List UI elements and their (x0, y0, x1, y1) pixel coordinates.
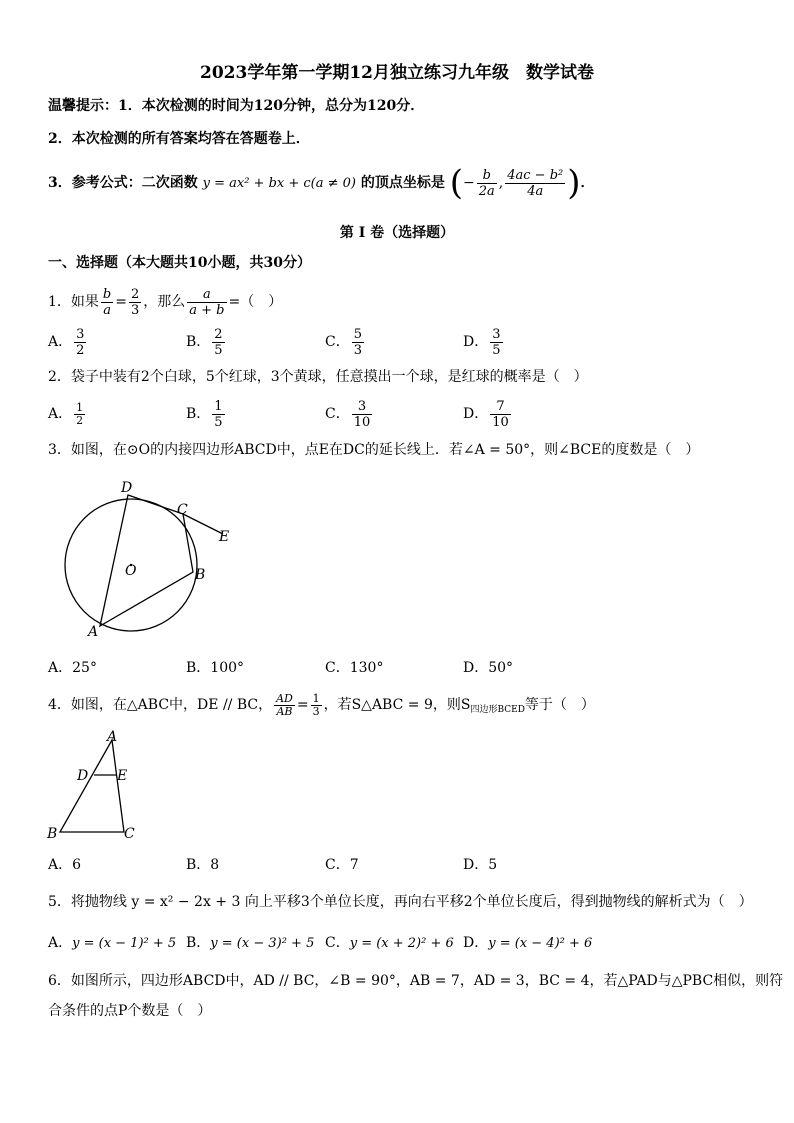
q2-option-c[interactable]: C． $\frac{3}{10}$ (325, 398, 371, 430)
q2-option-b[interactable]: B． $\frac{1}{5}$ (186, 398, 223, 430)
q3-option-b[interactable]: B．100° (186, 660, 245, 676)
section-title: 第 I 卷（选择题） (339, 225, 455, 241)
q3-circle-figure (55, 476, 255, 646)
segment-ce (183, 514, 223, 534)
q3-option-c[interactable]: C．130° (325, 660, 384, 676)
q3-option-a[interactable]: A．25° (48, 660, 97, 676)
q1-option-c[interactable]: C． $\frac{5}{3}$ (325, 326, 362, 358)
label-e: E (219, 529, 230, 545)
q1-fraction-2-3: $\frac{2}{3}$ (130, 286, 140, 318)
tip-3-formula: y = ax² + bx + c(a ≠ 0) (202, 176, 356, 191)
q4-fraction-ad-ab: $\frac{AD}{AB}$ (276, 691, 293, 718)
q2-option-a[interactable]: A． $\frac{1}{2}$ (48, 400, 84, 427)
tip-3-prefix: 3．参考公式：二次函数 (48, 175, 198, 191)
question-1: 1．如果 $\frac{b}{a}$ = $\frac{2}{3}$ ，那么 $\frac{a}{a + b}$ =（ ） (48, 286, 283, 318)
q1-option-b[interactable]: B． $\frac{2}{5}$ (186, 326, 223, 358)
label-a: A (88, 624, 99, 640)
label-c: C (177, 502, 188, 518)
question-6-line-2: 合条件的点P个数是（ ） (48, 1003, 212, 1019)
q4-triangle-figure (44, 728, 154, 844)
q5-option-d[interactable]: D．y = (x − 4)² + 6 (463, 935, 593, 951)
question-6-line-1: 6．如图所示，四边形ABCD中，AD // BC，∠B = 90°，AB = 7，AD = 3，BC = 4，若△PAD与△PBC相似，则符 (48, 973, 784, 989)
q5-option-c[interactable]: C．y = (x + 2)² + 6 (325, 935, 454, 951)
part-1-title: 一、选择题（本大题共10小题，共30分） (48, 255, 311, 271)
tip-2: 2．本次检测的所有答案均答在答题卷上． (48, 131, 310, 147)
tip-1-label: 温馨提示： (48, 98, 118, 114)
q3-option-d[interactable]: D．50° (463, 660, 514, 676)
q4-option-d[interactable]: D．5 (463, 857, 498, 873)
vertex-x-fraction: $\frac{b}{2a}$ (478, 167, 495, 199)
q1-fraction-b-a: $\frac{b}{a}$ (102, 286, 112, 318)
q1-fraction-a-apb: $\frac{a}{a + b}$ (189, 286, 225, 318)
tip-3: 3．参考公式：二次函数 y = ax² + bx + c(a ≠ 0) 的顶点坐标是 (− $\frac{b}{2a}$ , $\frac{\text{4ac − b²}}{4a}$ )． (48, 163, 595, 203)
q4-option-b[interactable]: B．8 (186, 857, 220, 873)
label-b: B (195, 567, 206, 583)
tip-1-text: 1．本次检测的时间为120分钟，总分为120分． (118, 98, 425, 114)
question-5: 5．将抛物线 y = x² − 2x + 3 向上平移3个单位长度，再向右平移2个单位长度后，得到抛物线的解析式为（ ） (48, 894, 753, 910)
q2-option-d[interactable]: D． $\frac{7}{10}$ (463, 398, 509, 430)
tip-1 (48, 97, 424, 115)
page-title: 2023学年第一学期12月独立练习九年级 数学试卷 (200, 63, 594, 83)
question-2: 2．袋子中装有2个白球，5个红球，3个黄球，任意摸出一个球，是红球的概率是（ ） (48, 369, 588, 385)
q1-option-a[interactable]: A． $\frac{3}{2}$ (48, 326, 85, 358)
label-c: C (124, 826, 135, 842)
label-a: A (107, 729, 118, 745)
vertex-y-fraction: $\frac{\text{4ac − b²}}{4a}$ (507, 167, 564, 199)
q5-option-b[interactable]: B．y = (x − 3)² + 5 (186, 935, 315, 951)
q4-fraction-1-3: $\frac{1}{3}$ (312, 691, 320, 718)
q4-option-c[interactable]: C．7 (325, 857, 359, 873)
label-o: O (125, 563, 137, 579)
q5-option-a[interactable]: A．y = (x − 1)² + 5 (48, 935, 177, 951)
question-3: 3．如图，在⊙O的内接四边形ABCD中，点E在DC的延长线上．若∠A = 50°，则∠BCE的度数是（ ） (48, 442, 700, 458)
label-b: B (47, 826, 58, 842)
question-4: 4．如图，在△ABC中，DE // BC， $\frac{AD}{AB}$ = $\frac{1}{3}$ ，若S△ABC = 9，则$S_{四边形BCED}$等于（ ） (48, 691, 595, 718)
label-e: E (117, 768, 128, 784)
tip-3-mid: 的顶点坐标是 (360, 175, 445, 191)
triangle-abc (60, 740, 124, 832)
label-d: D (121, 480, 133, 496)
q1-option-d[interactable]: D． $\frac{3}{5}$ (463, 326, 501, 358)
q4-option-a[interactable]: A．6 (48, 857, 82, 873)
label-d: D (77, 768, 89, 784)
